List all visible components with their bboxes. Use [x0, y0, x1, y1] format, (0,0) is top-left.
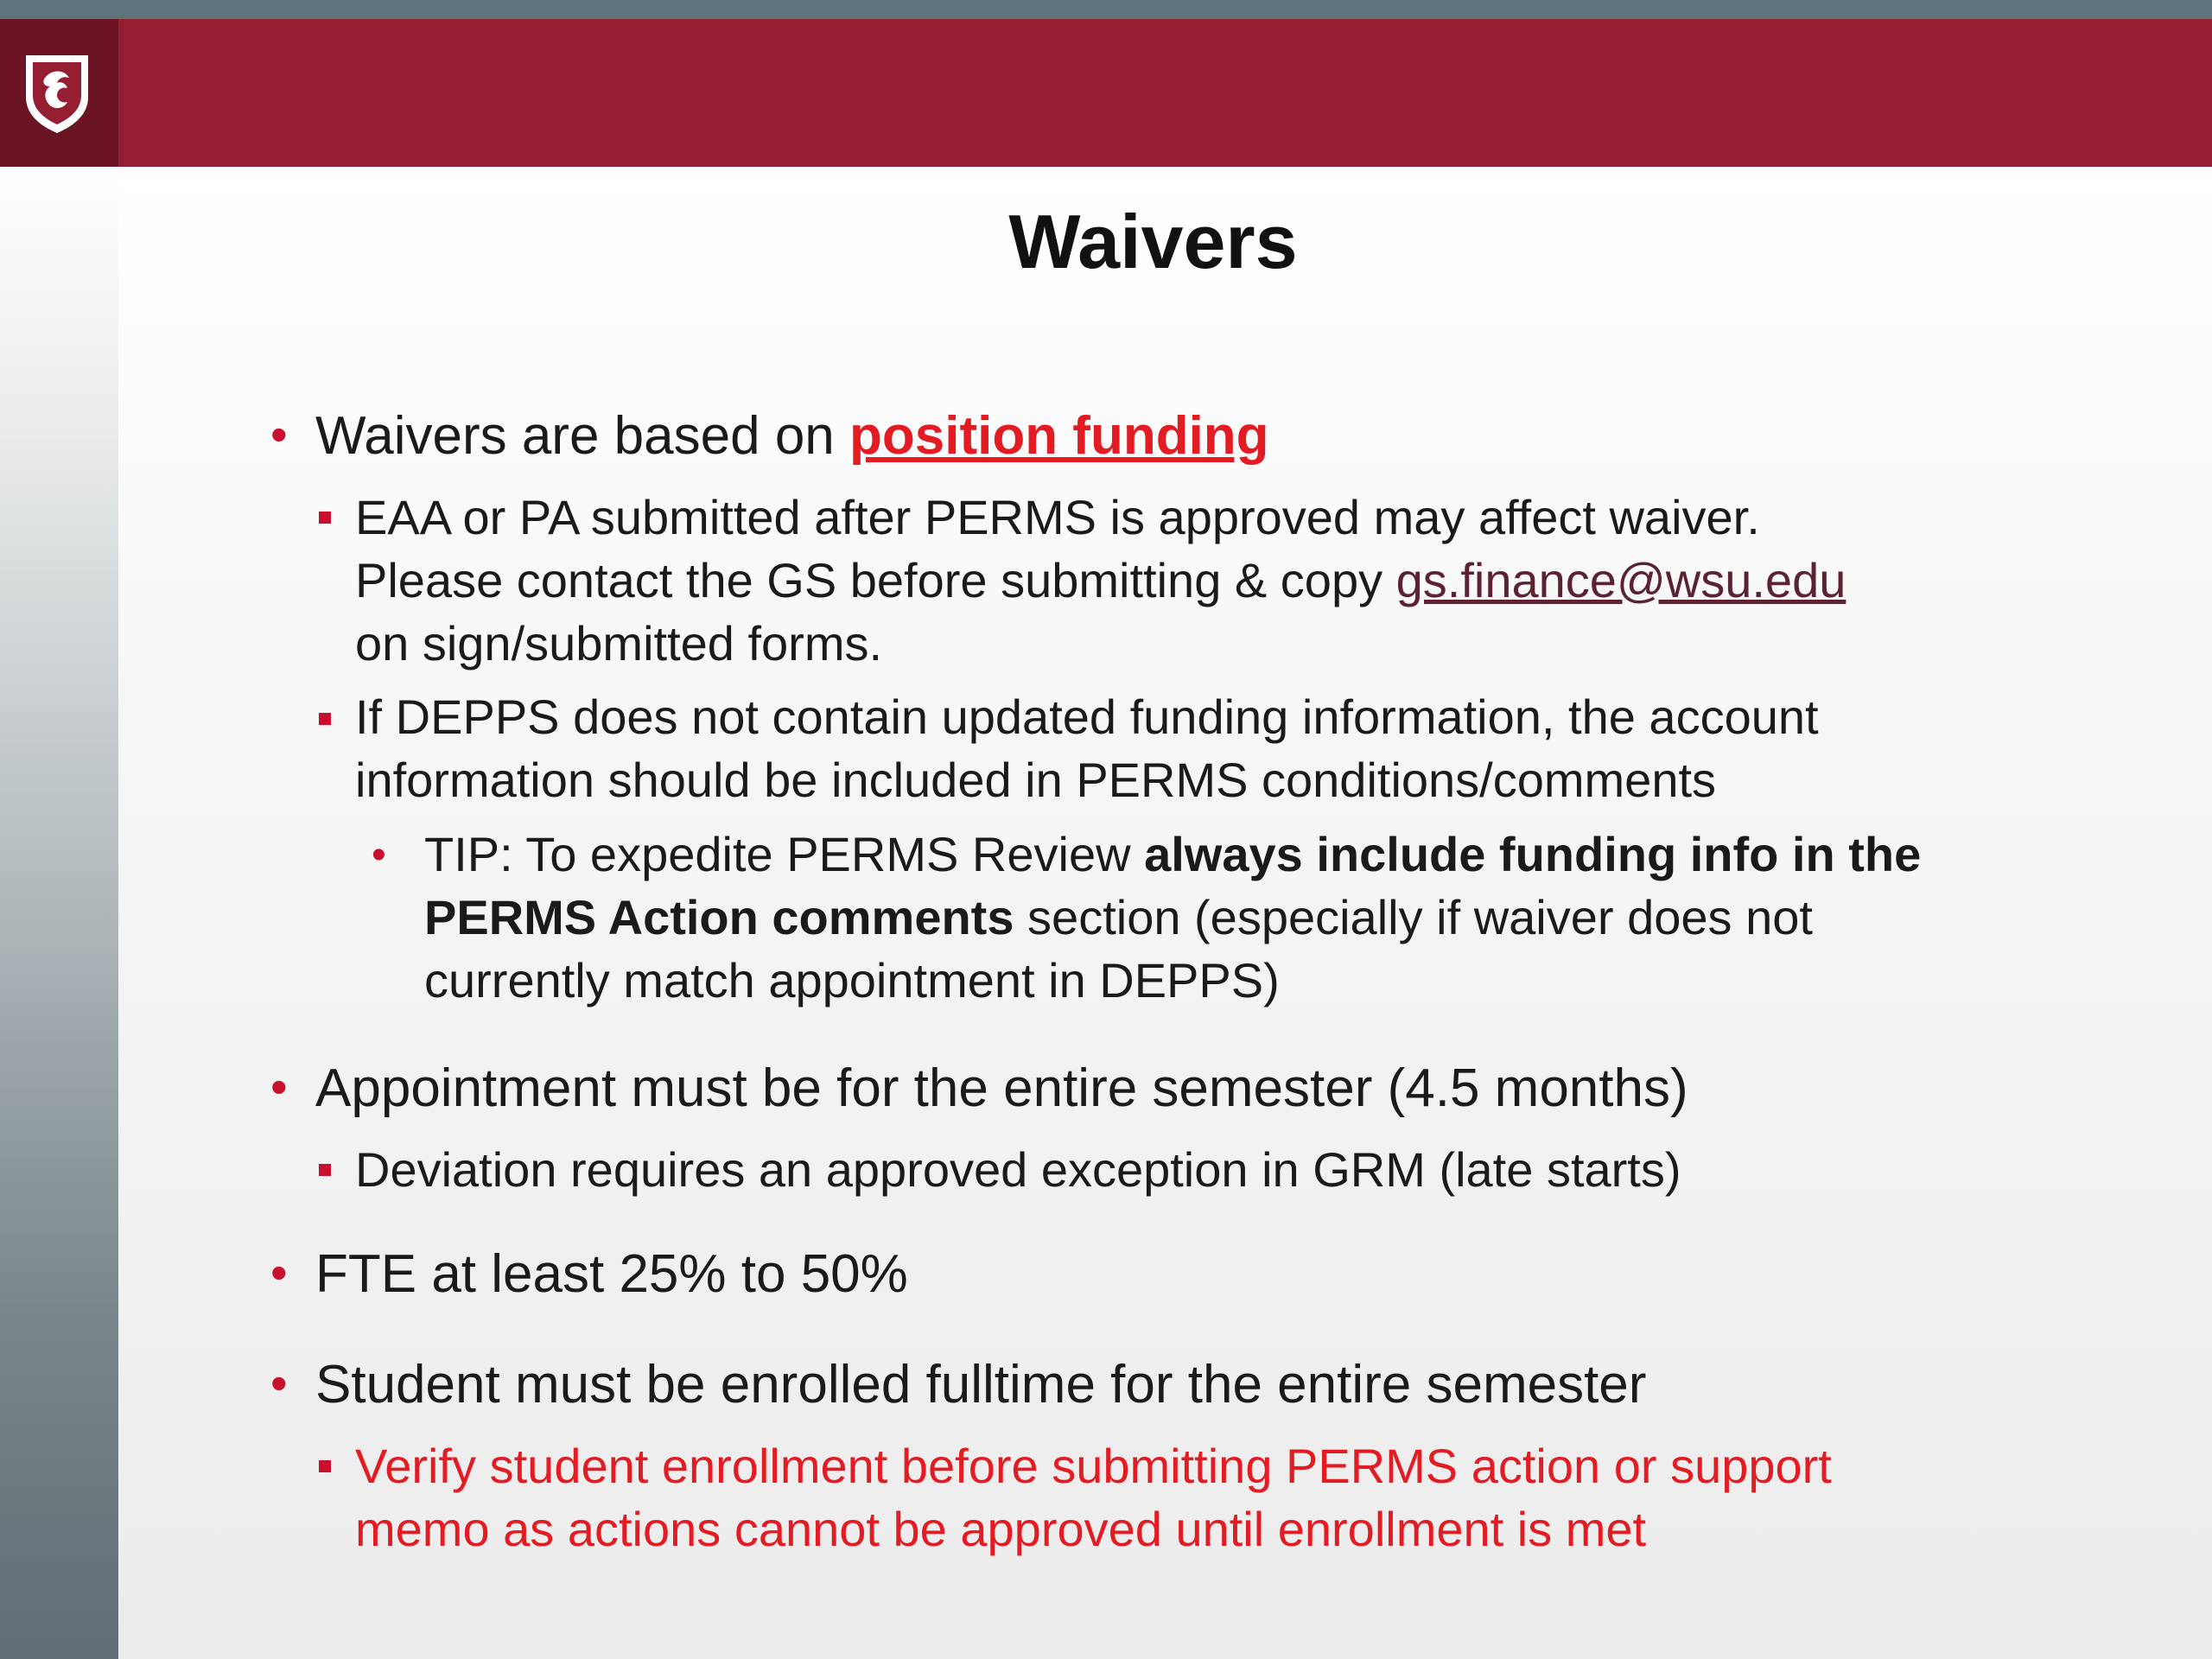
tip-text: TIP: To expedite PERMS Review — [424, 827, 1145, 881]
tip-bold-text: always include funding info in the — [1144, 827, 1922, 881]
bullet-marker: • — [270, 1356, 288, 1410]
tip-line: currently match appointment in DEPPS) — [424, 953, 1280, 1007]
sub-bullet-line: If DEPPS does not contain updated funding information, the account — [355, 690, 1819, 744]
tip-bold-text: PERMS Action comments — [424, 890, 1014, 944]
sub-bullet-line: information should be included in PERMS conditions/comments — [355, 753, 1717, 807]
sub-bullet-line: memo as actions cannot be approved until enrollment is met — [355, 1502, 1647, 1556]
sub-bullet-marker — [319, 1460, 331, 1472]
logo — [0, 19, 118, 167]
top-strip — [0, 0, 2212, 19]
slide-title: Waivers — [1008, 199, 1298, 284]
sub-bullet-marker — [319, 1164, 331, 1176]
tip-text: section (especially if waiver does not — [1014, 890, 1813, 944]
bullet-enrollment: Student must be enrolled fulltime for the entire semester — [315, 1355, 1647, 1414]
bullet-marker: • — [270, 407, 288, 461]
sub-bullet-line: Verify student enrollment before submitting PERMS action or support — [355, 1439, 1832, 1493]
sub-sub-bullet-marker: • — [372, 832, 386, 878]
bullet-position-funding — [315, 404, 2130, 468]
sub-bullet-verify-enrollment — [355, 1434, 2170, 1560]
position-funding-link[interactable]: position funding — [849, 406, 1269, 466]
bullet-marker: • — [270, 1245, 288, 1300]
sub-bullet-marker — [319, 512, 331, 524]
sub-bullet-text: Please contact the GS before submitting & copy — [355, 553, 1396, 607]
sub-bullet-depps — [355, 685, 2170, 811]
bullet-marker: • — [270, 1059, 288, 1114]
email-link[interactable]: gs.finance@wsu.edu — [1395, 553, 1847, 607]
bullet-text: Waivers are based on — [315, 406, 850, 466]
tip-bullet — [424, 823, 2187, 1012]
sub-bullet-eaa-pa — [355, 486, 2170, 675]
bullet-appointment: Appointment must be for the entire semester (4.5 months) — [315, 1058, 1688, 1118]
tip-line — [424, 886, 2187, 949]
bullet-fte: FTE at least 25% to 50% — [315, 1244, 908, 1304]
sub-bullet-line: on sign/submitted forms. — [355, 616, 883, 671]
wsu-shield-icon — [22, 52, 92, 135]
tip-line — [424, 823, 2187, 886]
sub-bullet-line — [355, 549, 2170, 612]
sub-bullet-deviation: Deviation requires an approved exception in GRM (late starts) — [355, 1142, 1681, 1197]
left-side-panel — [0, 167, 118, 1659]
sub-bullet-line: EAA or PA submitted after PERMS is approved may affect waiver. — [355, 490, 1760, 544]
sub-bullet-marker — [319, 713, 331, 725]
header-bar — [0, 19, 2212, 167]
